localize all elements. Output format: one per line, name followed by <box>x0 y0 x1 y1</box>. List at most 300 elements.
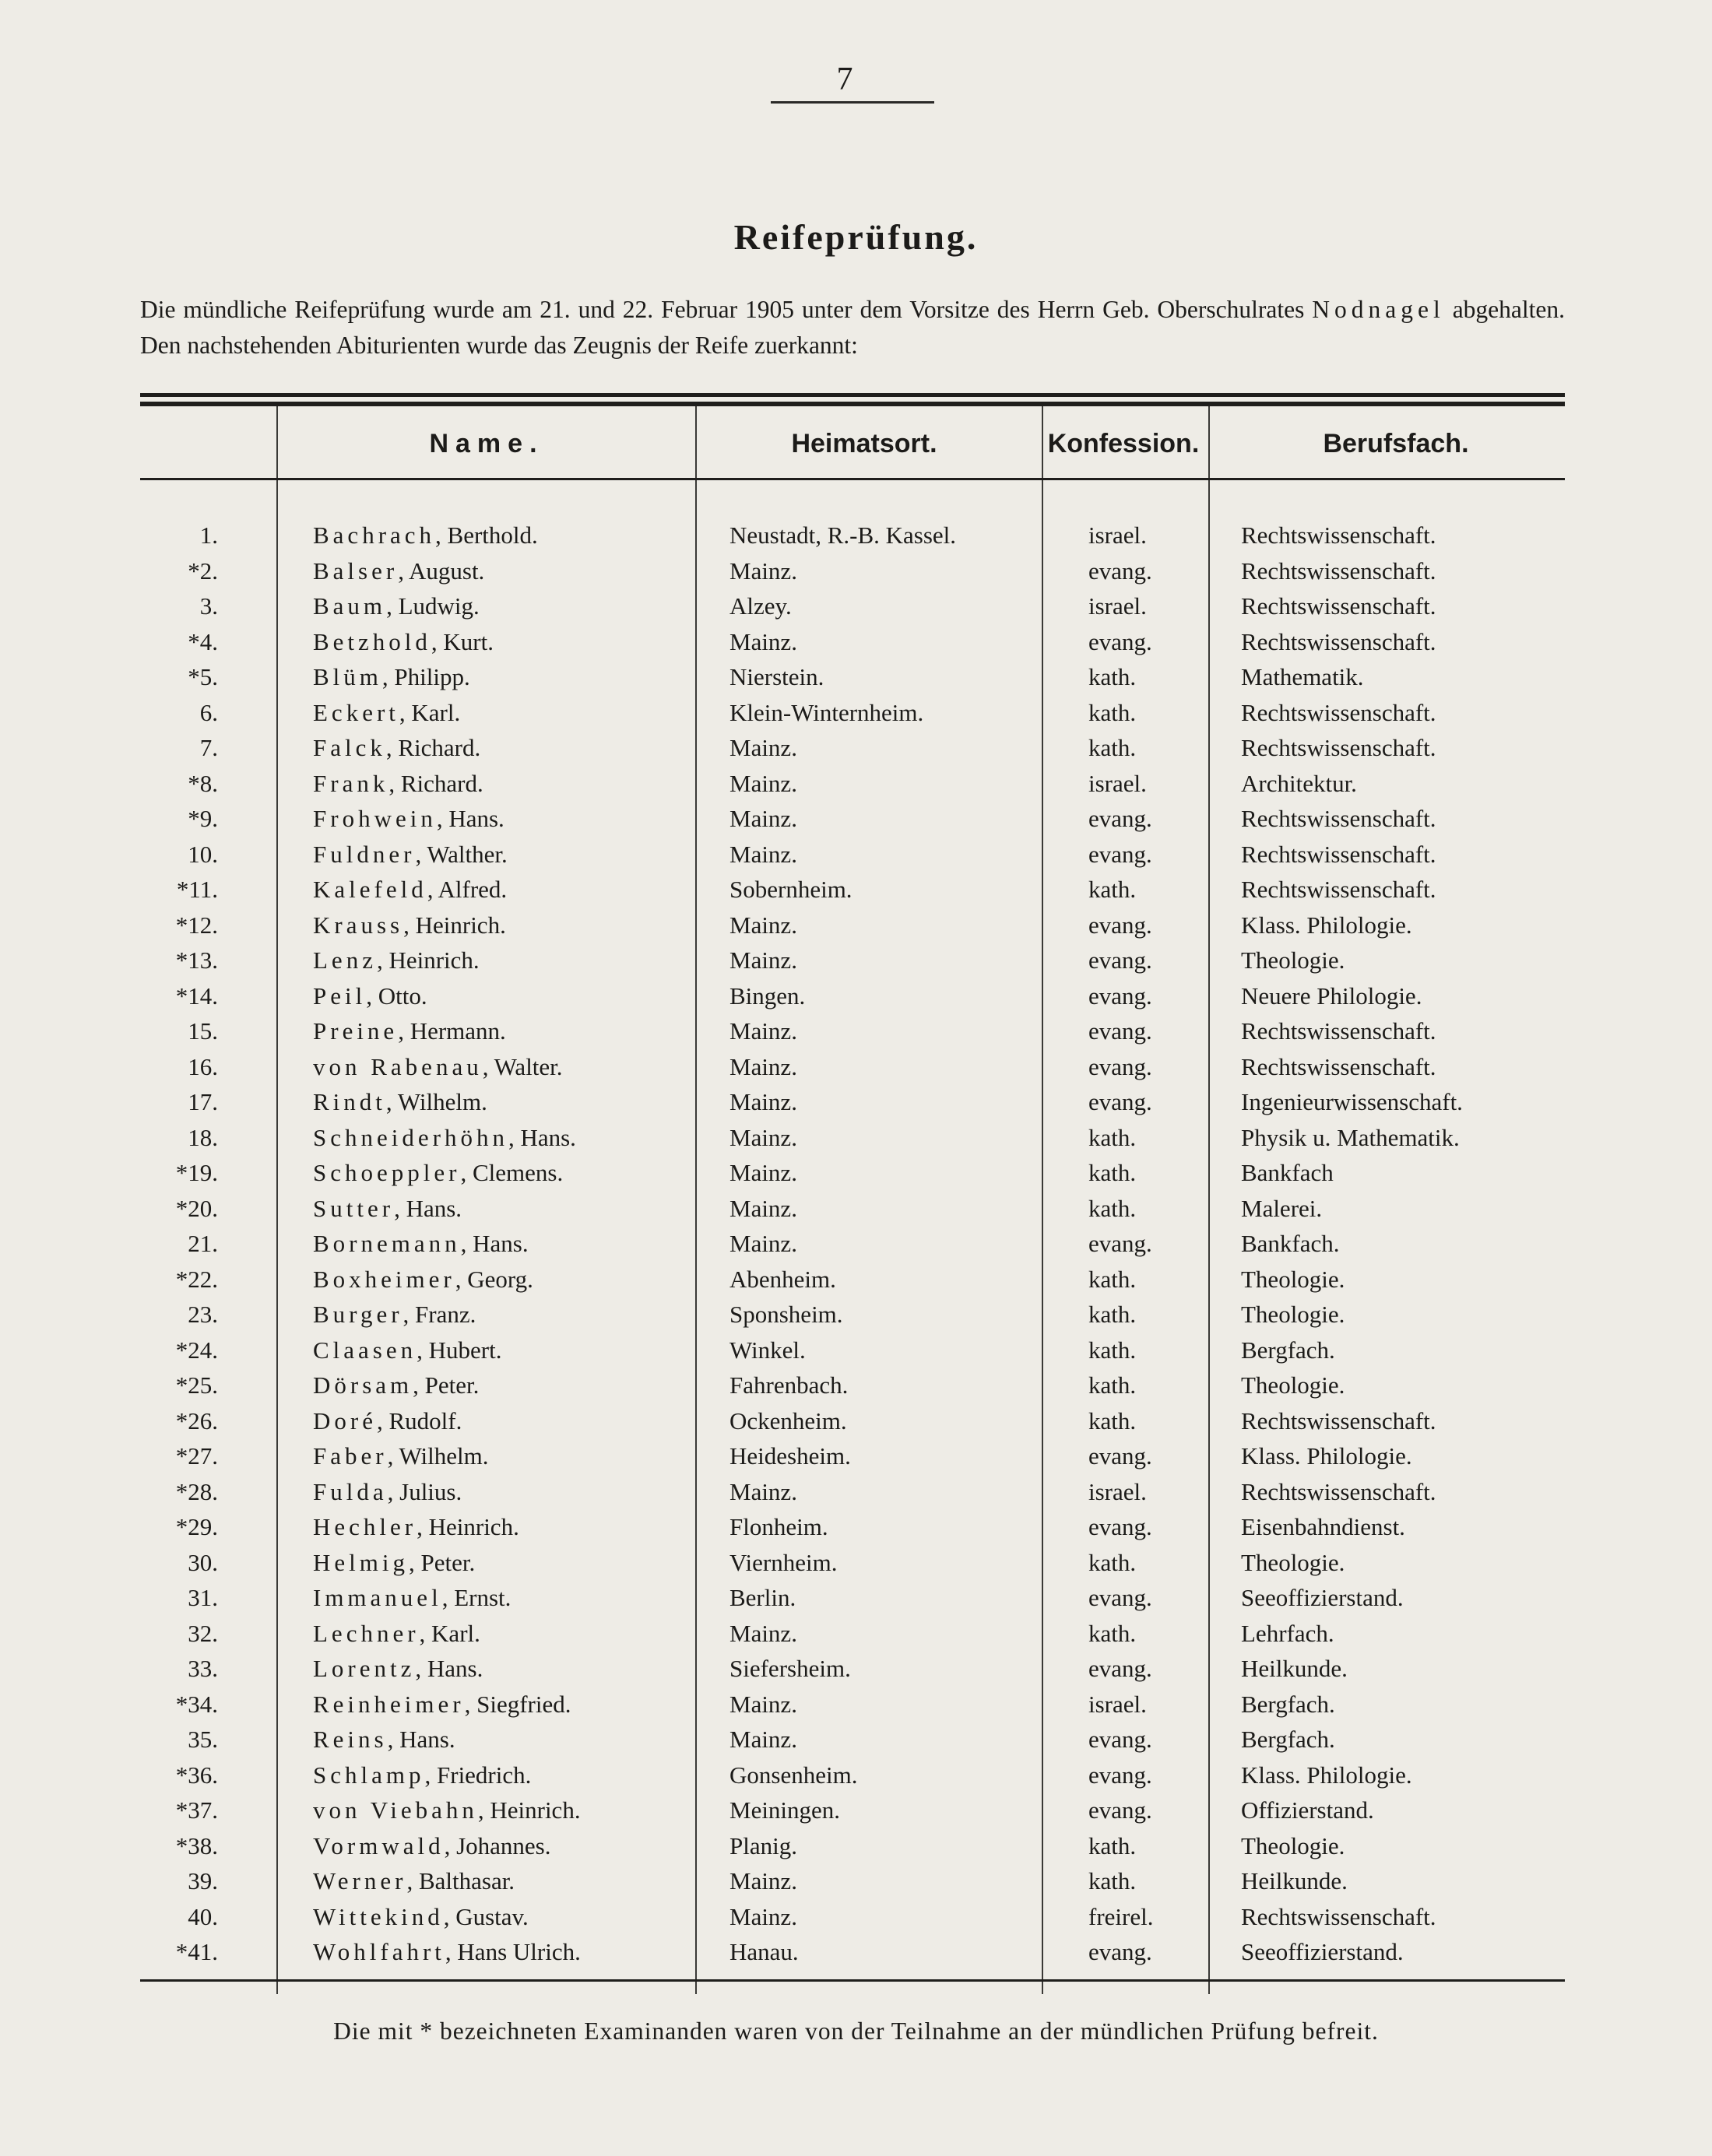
confession: kath. <box>1088 698 1137 726</box>
surname: Wittekind, Gustav. <box>313 1902 529 1930</box>
given-name: , Siegfried. <box>464 1690 571 1718</box>
table-row <box>140 695 1565 731</box>
surname: Burger, Franz. <box>313 1301 476 1328</box>
given-name: , Berthold. <box>435 521 538 549</box>
confession: evang. <box>1088 557 1152 585</box>
confession: kath. <box>1088 1548 1137 1576</box>
confession: evang. <box>1088 1088 1152 1115</box>
confession: evang. <box>1088 1584 1152 1611</box>
surname: Blüm, Philipp. <box>313 663 470 690</box>
surname: Kalefeld, Alfred. <box>313 876 508 903</box>
surname: Vormwald, Johannes. <box>313 1831 551 1859</box>
home-town: Siefersheim. <box>729 1655 851 1682</box>
confession: israel. <box>1088 1477 1147 1505</box>
row-number: 21. <box>188 1230 218 1257</box>
surname: Lorentz, Hans. <box>313 1655 483 1682</box>
profession: Neuere Philologie. <box>1241 981 1422 1010</box>
table-row <box>140 624 1565 660</box>
confession: israel. <box>1088 521 1147 549</box>
table-row <box>140 1191 1565 1227</box>
table-row <box>140 1474 1565 1510</box>
confession: evang. <box>1088 946 1152 974</box>
profession: Architektur. <box>1241 769 1357 797</box>
table-row <box>140 943 1565 978</box>
profession: Bergfach. <box>1241 1726 1335 1753</box>
section-title: Reifeprüfung. <box>733 217 979 257</box>
home-town: Mainz. <box>729 1052 797 1080</box>
confession: israel. <box>1088 592 1147 620</box>
confession: israel. <box>1088 1690 1147 1718</box>
profession: Rechtswissenschaft. <box>1241 521 1436 549</box>
home-town: Mainz. <box>729 1619 797 1647</box>
home-town: Berlin. <box>729 1584 796 1611</box>
given-name: , Georg. <box>455 1265 533 1293</box>
profession: Physik u. Mathematik. <box>1241 1123 1460 1151</box>
profession: Seeoffizierstand. <box>1241 1938 1404 1965</box>
given-name: , Philipp. <box>381 663 470 690</box>
home-town: Bingen. <box>729 981 806 1010</box>
profession: Bergfach. <box>1241 1690 1335 1718</box>
table-row <box>140 1120 1565 1156</box>
home-town: Hanau. <box>729 1938 799 1965</box>
confession: evang. <box>1088 1655 1152 1682</box>
given-name: , Hubert. <box>417 1336 502 1364</box>
confession: kath. <box>1088 1619 1137 1647</box>
table-row <box>140 1687 1565 1722</box>
home-town: Mainz. <box>729 1902 797 1930</box>
given-name: , Richard. <box>388 769 483 797</box>
row-number: *11. <box>176 876 218 903</box>
table-row <box>140 1828 1565 1864</box>
home-town: Mainz. <box>729 1194 797 1222</box>
confession: evang. <box>1088 1017 1152 1045</box>
profession: Ingenieurwissenschaft. <box>1241 1088 1463 1115</box>
profession: Rechtswissenschaft. <box>1241 1017 1436 1045</box>
row-number: *38. <box>175 1831 218 1859</box>
surname: Peil, Otto. <box>313 981 427 1010</box>
home-town: Planig. <box>729 1831 797 1859</box>
home-town: Heidesheim. <box>729 1442 851 1470</box>
row-number: 35. <box>188 1726 218 1753</box>
profession: Rechtswissenschaft. <box>1241 1406 1436 1434</box>
confession: evang. <box>1088 805 1152 832</box>
surname: Dörsam, Peter. <box>313 1371 480 1399</box>
surname: Helmig, Peter. <box>313 1548 476 1576</box>
home-town: Mainz. <box>729 627 797 655</box>
profession: Bergfach. <box>1241 1336 1335 1364</box>
table-row <box>140 978 1565 1014</box>
row-number: *13. <box>175 946 218 974</box>
row-number: *29. <box>175 1513 218 1540</box>
surname: Eckert, Karl. <box>313 698 461 726</box>
given-name: , Hans. <box>460 1230 529 1257</box>
profession: Mathematik. <box>1241 663 1364 690</box>
home-town: Mainz. <box>729 1017 797 1045</box>
surname: Doré, Rudolf. <box>313 1406 462 1434</box>
row-number: *2. <box>188 557 218 585</box>
surname: Hechler, Heinrich. <box>313 1513 519 1540</box>
profession: Rechtswissenschaft. <box>1241 1052 1436 1080</box>
home-town: Mainz. <box>729 734 797 761</box>
home-town: Mainz. <box>729 1726 797 1753</box>
home-town: Alzey. <box>729 592 792 620</box>
confession: evang. <box>1088 911 1152 939</box>
surname: Frank, Richard. <box>313 769 483 797</box>
given-name: , Ernst. <box>441 1584 511 1611</box>
row-number: 30. <box>188 1548 218 1576</box>
home-town: Mainz. <box>729 1690 797 1718</box>
confession: kath. <box>1088 1265 1137 1293</box>
given-name: , Franz. <box>403 1301 476 1328</box>
given-name: , Julius. <box>387 1477 462 1505</box>
table-row <box>140 1793 1565 1828</box>
profession: Rechtswissenschaft. <box>1241 1902 1436 1930</box>
table-row <box>140 1899 1565 1935</box>
confession: evang. <box>1088 627 1152 655</box>
confession: evang. <box>1088 1442 1152 1470</box>
home-town: Mainz. <box>729 911 797 939</box>
surname: Schneiderhöhn, Hans. <box>313 1123 576 1151</box>
given-name: , Hans. <box>394 1194 462 1222</box>
surname: Faber, Wilhelm. <box>313 1442 489 1470</box>
table-row <box>140 1580 1565 1616</box>
intro-text-end: abgehalten. Den nachstehenden Abiturienten wurde das Zeugnis der Reife zuerkannt: <box>140 296 1565 359</box>
surname: Fulda, Julius. <box>313 1477 462 1505</box>
surname: Immanuel, Ernst. <box>313 1584 511 1611</box>
surname: von Rabenau, Walter. <box>313 1052 563 1080</box>
surname: von Viebahn, Heinrich. <box>313 1796 581 1824</box>
confession: kath. <box>1088 1301 1137 1328</box>
table-row <box>140 518 1565 553</box>
column-header-home: Heimatsort. <box>791 429 937 458</box>
confession: evang. <box>1088 1726 1152 1753</box>
confession: kath. <box>1088 1123 1137 1151</box>
home-town: Mainz. <box>729 1867 797 1894</box>
home-town: Abenheim. <box>729 1265 836 1293</box>
table-row <box>140 1403 1565 1439</box>
row-number: 33. <box>188 1655 218 1682</box>
row-number: 39. <box>188 1867 218 1894</box>
surname: Rindt, Wilhelm. <box>313 1088 487 1115</box>
given-name: , Wilhelm. <box>385 1088 487 1115</box>
surname: Bornemann, Hans. <box>313 1230 529 1257</box>
profession: Klass. Philologie. <box>1241 911 1412 939</box>
row-number: 32. <box>188 1619 218 1647</box>
given-name: , Heinrich. <box>403 911 506 939</box>
row-number: *19. <box>175 1159 218 1186</box>
table-bottom-rule <box>140 1979 1565 1982</box>
given-name: , Hermann. <box>398 1017 506 1045</box>
profession: Theologie. <box>1241 1265 1345 1293</box>
column-header-name: Name. <box>429 429 544 458</box>
surname: Werner, Balthasar. <box>313 1867 515 1894</box>
given-name: , Rudolf. <box>376 1406 462 1434</box>
home-town: Viernheim. <box>729 1548 838 1576</box>
home-town: Mainz. <box>729 769 797 797</box>
home-town: Neustadt, R.-B. Kassel. <box>729 521 957 549</box>
given-name: , Peter. <box>409 1548 476 1576</box>
table-row <box>140 1013 1565 1049</box>
home-town: Mainz. <box>729 557 797 585</box>
confession: kath. <box>1088 876 1137 903</box>
given-name: , Walther. <box>415 840 508 868</box>
confession: kath. <box>1088 1831 1137 1859</box>
table-row <box>140 1333 1565 1368</box>
given-name: , Gustav. <box>443 1902 529 1930</box>
surname: Krauss, Heinrich. <box>313 911 506 939</box>
confession: kath. <box>1088 1406 1137 1434</box>
home-town: Mainz. <box>729 1230 797 1257</box>
header-rule <box>140 478 1565 480</box>
row-number: 40. <box>188 1902 218 1930</box>
profession: Rechtswissenschaft. <box>1241 1477 1436 1505</box>
table-row <box>140 837 1565 873</box>
confession: kath. <box>1088 1159 1137 1186</box>
home-town: Mainz. <box>729 1477 797 1505</box>
table-row <box>140 730 1565 766</box>
given-name: , Wilhelm. <box>387 1442 489 1470</box>
table-top-rule <box>140 393 1565 397</box>
profession: Rechtswissenschaft. <box>1241 592 1436 620</box>
profession: Rechtswissenschaft. <box>1241 557 1436 585</box>
row-number: *26. <box>175 1406 218 1434</box>
page-number-underline <box>771 101 934 104</box>
row-number: 7. <box>199 734 218 761</box>
profession: Klass. Philologie. <box>1241 1761 1412 1789</box>
surname: Reinheimer, Siegfried. <box>313 1690 571 1718</box>
table-row <box>140 1757 1565 1793</box>
row-number: 1. <box>199 521 218 549</box>
row-number: *25. <box>175 1371 218 1399</box>
profession: Offizierstand. <box>1241 1796 1374 1824</box>
row-number: *8. <box>188 769 218 797</box>
home-town: Mainz. <box>729 946 797 974</box>
profession: Rechtswissenschaft. <box>1241 805 1436 832</box>
chair-name: Nodnagel <box>1312 296 1445 323</box>
profession: Klass. Philologie. <box>1241 1442 1412 1470</box>
surname: Claasen, Hubert. <box>313 1336 502 1364</box>
given-name: , Richard. <box>385 734 481 761</box>
confession: israel. <box>1088 769 1147 797</box>
intro-text-start: Die mündliche Reifeprüfung wurde am 21. und 22. Februar 1905 unter dem Vorsitze des Herrn Geb. Oberschulrates <box>140 296 1313 323</box>
home-town: Sobernheim. <box>729 876 852 903</box>
confession: evang. <box>1088 840 1152 868</box>
confession: evang. <box>1088 1052 1152 1080</box>
home-town: Gonsenheim. <box>729 1761 858 1789</box>
profession: Bankfach. <box>1241 1230 1340 1257</box>
surname: Balser, August. <box>313 557 485 585</box>
confession: kath. <box>1088 1194 1137 1222</box>
table-row <box>140 1297 1565 1333</box>
profession: Rechtswissenschaft. <box>1241 627 1436 655</box>
row-number: 23. <box>188 1301 218 1328</box>
row-number: 15. <box>188 1017 218 1045</box>
home-town: Klein-Winternheim. <box>729 698 924 726</box>
surname: Wohlfahrt, Hans Ulrich. <box>313 1938 581 1965</box>
row-number: *36. <box>175 1761 218 1789</box>
table-row <box>140 1368 1565 1403</box>
table-row <box>140 1438 1565 1474</box>
row-number: 6. <box>199 698 218 726</box>
surname: Preine, Hermann. <box>313 1017 506 1045</box>
confession: evang. <box>1088 1230 1152 1257</box>
row-number: *27. <box>175 1442 218 1470</box>
profession: Heilkunde. <box>1241 1655 1348 1682</box>
profession: Theologie. <box>1241 1301 1345 1328</box>
given-name: , Hans Ulrich. <box>445 1938 581 1965</box>
table-row <box>140 1084 1565 1120</box>
table-row <box>140 1226 1565 1262</box>
confession: kath. <box>1088 1371 1137 1399</box>
table-row <box>140 1155 1565 1191</box>
confession: kath. <box>1088 663 1137 690</box>
table-row <box>140 1934 1565 1970</box>
surname: Boxheimer, Georg. <box>313 1265 533 1293</box>
surname: Lechner, Karl. <box>313 1619 480 1647</box>
profession: Theologie. <box>1241 1831 1345 1859</box>
given-name: , Otto. <box>366 981 427 1010</box>
table-row <box>140 801 1565 837</box>
given-name: , Peter. <box>413 1371 480 1399</box>
home-town: Mainz. <box>729 1123 797 1151</box>
confession: kath. <box>1088 734 1137 761</box>
given-name: , August. <box>398 557 485 585</box>
row-number: *22. <box>175 1265 218 1293</box>
profession: Theologie. <box>1241 1548 1345 1576</box>
row-number: 10. <box>188 840 218 868</box>
surname: Frohwein, Hans. <box>313 805 504 832</box>
row-number: *12. <box>175 911 218 939</box>
footnote: Die mit * bezeichneten Examinanden waren von der Teilnahme an der mündlichen Prüfung befreit. <box>333 2017 1379 2045</box>
surname: Schlamp, Friedrich. <box>313 1761 532 1789</box>
home-town: Mainz. <box>729 1159 797 1186</box>
given-name: , Balthasar. <box>406 1867 515 1894</box>
profession: Rechtswissenschaft. <box>1241 698 1436 726</box>
row-number: *24. <box>175 1336 218 1364</box>
table-row <box>140 1509 1565 1545</box>
profession: Rechtswissenschaft. <box>1241 734 1436 761</box>
row-number: *5. <box>188 663 218 690</box>
row-number: *28. <box>175 1477 218 1505</box>
given-name: , Hans. <box>436 805 504 832</box>
given-name: , Clemens. <box>460 1159 564 1186</box>
home-town: Fahrenbach. <box>729 1371 849 1399</box>
given-name: , Heinrich. <box>417 1513 519 1540</box>
surname: Sutter, Hans. <box>313 1194 462 1222</box>
row-number: *4. <box>188 627 218 655</box>
column-header-profession: Berufsfach. <box>1323 429 1469 458</box>
surname: Betzhold, Kurt. <box>313 627 494 655</box>
given-name: , Walter. <box>482 1052 563 1080</box>
profession: Eisenbahndienst. <box>1241 1513 1405 1540</box>
row-number: 16. <box>188 1052 218 1080</box>
home-town: Meiningen. <box>729 1796 841 1824</box>
home-town: Mainz. <box>729 805 797 832</box>
row-number: *34. <box>175 1690 218 1718</box>
given-name: , Hans. <box>415 1655 483 1682</box>
given-name: , Ludwig. <box>386 592 480 620</box>
confession: evang. <box>1088 1761 1152 1789</box>
profession: Bankfach <box>1241 1159 1334 1186</box>
table-row <box>140 1863 1565 1899</box>
row-number: *37. <box>175 1796 218 1824</box>
table-row <box>140 659 1565 695</box>
home-town: Mainz. <box>729 1088 797 1115</box>
table-row <box>140 1651 1565 1687</box>
row-number: *9. <box>188 805 218 832</box>
surname: Schoeppler, Clemens. <box>313 1159 564 1186</box>
given-name: , Heinrich. <box>477 1796 581 1824</box>
row-number: 31. <box>188 1584 218 1611</box>
table-row <box>140 1616 1565 1652</box>
row-number: *20. <box>175 1194 218 1222</box>
table-row <box>140 908 1565 943</box>
row-number: 3. <box>199 592 218 620</box>
page-number: 7 <box>836 61 853 97</box>
profession: Malerei. <box>1241 1194 1323 1222</box>
surname: Lenz, Heinrich. <box>313 946 480 974</box>
home-town: Sponsheim. <box>729 1301 843 1328</box>
profession: Rechtswissenschaft. <box>1241 840 1436 868</box>
row-number: 17. <box>188 1088 218 1115</box>
given-name: , Kurt. <box>431 627 494 655</box>
profession: Theologie. <box>1241 946 1345 974</box>
table-row <box>140 553 1565 589</box>
given-name: , Karl. <box>399 698 461 726</box>
confession: evang. <box>1088 981 1152 1010</box>
confession: evang. <box>1088 1938 1152 1965</box>
confession: freirel. <box>1088 1902 1154 1930</box>
row-number: *41. <box>175 1938 218 1965</box>
graduates-table-body <box>140 518 1565 1970</box>
table-row <box>140 1545 1565 1581</box>
confession: evang. <box>1088 1513 1152 1540</box>
home-town: Mainz. <box>729 840 797 868</box>
surname: Fuldner, Walther. <box>313 840 508 868</box>
given-name: , Karl. <box>419 1619 480 1647</box>
confession: kath. <box>1088 1867 1137 1894</box>
column-header-confession: Konfession. <box>1047 429 1200 458</box>
table-row <box>140 588 1565 624</box>
profession: Seeoffizierstand. <box>1241 1584 1404 1611</box>
given-name: , Hans. <box>387 1726 455 1753</box>
home-town: Flonheim. <box>729 1513 828 1540</box>
table-top-rule-thick <box>140 402 1565 406</box>
table-row <box>140 766 1565 802</box>
home-town: Ockenheim. <box>729 1406 847 1434</box>
confession: evang. <box>1088 1796 1152 1824</box>
table-row <box>140 872 1565 908</box>
row-number: *14. <box>175 981 218 1010</box>
home-town: Winkel. <box>729 1336 806 1364</box>
profession: Heilkunde. <box>1241 1867 1348 1894</box>
given-name: , Heinrich. <box>376 946 480 974</box>
table-row <box>140 1722 1565 1757</box>
profession: Theologie. <box>1241 1371 1345 1399</box>
surname: Baum, Ludwig. <box>313 592 480 620</box>
confession: kath. <box>1088 1336 1137 1364</box>
surname: Falck, Richard. <box>313 734 481 761</box>
profession: Rechtswissenschaft. <box>1241 876 1436 903</box>
home-town: Nierstein. <box>729 663 824 690</box>
intro-paragraph <box>140 292 1565 363</box>
table-row <box>140 1049 1565 1085</box>
given-name: , Alfred. <box>427 876 508 903</box>
profession: Lehrfach. <box>1241 1619 1334 1647</box>
row-number: 18. <box>188 1123 218 1151</box>
table-row <box>140 1262 1565 1297</box>
given-name: , Hans. <box>508 1123 576 1151</box>
